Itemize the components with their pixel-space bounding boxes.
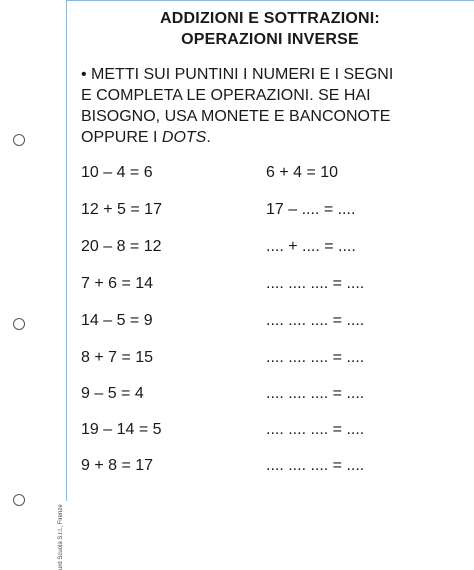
instructions-line-2: E COMPLETA LE OPERAZIONI. SE HAI	[81, 87, 371, 104]
exercise-right-4: .... .... .... = ....	[266, 275, 365, 292]
exercise-right-3: .... + .... = ....	[266, 238, 356, 255]
instructions-dots-word: DOTS	[161, 129, 207, 146]
exercise-left-8: 19 – 14 = 5	[81, 421, 162, 438]
exercise-left-4: 7 + 6 = 14	[81, 275, 154, 292]
publisher-credit: urd Scuola S.r.l., Firenze	[58, 504, 64, 570]
exercise-left-9: 9 + 8 = 17	[81, 457, 154, 474]
page-title-line-2: OPERAZIONI INVERSE	[181, 31, 359, 48]
page-frame-left	[66, 0, 67, 501]
exercise-left-5: 14 – 5 = 9	[81, 312, 153, 329]
punch-hole-2	[13, 318, 25, 330]
instructions-line-4	[81, 127, 466, 148]
instructions-line-4-suffix: .	[206, 129, 211, 146]
exercise-right-6: .... .... .... = ....	[266, 349, 365, 366]
exercise-left-1: 10 – 4 = 6	[81, 164, 153, 181]
punch-hole-3	[13, 494, 25, 506]
exercise-right-2: 17 – .... = ....	[266, 201, 356, 218]
instructions-line-4-prefix: OPPURE I	[81, 129, 162, 146]
exercise-right-7: .... .... .... = ....	[266, 385, 365, 402]
instructions-line-3: BISOGNO, USA MONETE E BANCONOTE	[81, 108, 391, 125]
exercise-left-3: 20 – 8 = 12	[81, 238, 162, 255]
instructions-line-1: • METTI SUI PUNTINI I NUMERI E I SEGNI	[81, 66, 394, 83]
exercise-left-6: 8 + 7 = 15	[81, 349, 154, 366]
exercise-left-2: 12 + 5 = 17	[81, 201, 162, 218]
exercise-right-9: .... .... .... = ....	[266, 457, 365, 474]
punch-hole-1	[13, 134, 25, 146]
page-title-line-1: ADDIZIONI E SOTTRAZIONI:	[160, 10, 380, 27]
exercise-right-5: .... .... .... = ....	[266, 312, 365, 329]
instructions	[81, 64, 466, 148]
page-frame-top	[66, 0, 474, 1]
exercise-left-7: 9 – 5 = 4	[81, 385, 144, 402]
exercise-right-8: .... .... .... = ....	[266, 421, 365, 438]
exercise-right-1: 6 + 4 = 10	[266, 164, 339, 181]
